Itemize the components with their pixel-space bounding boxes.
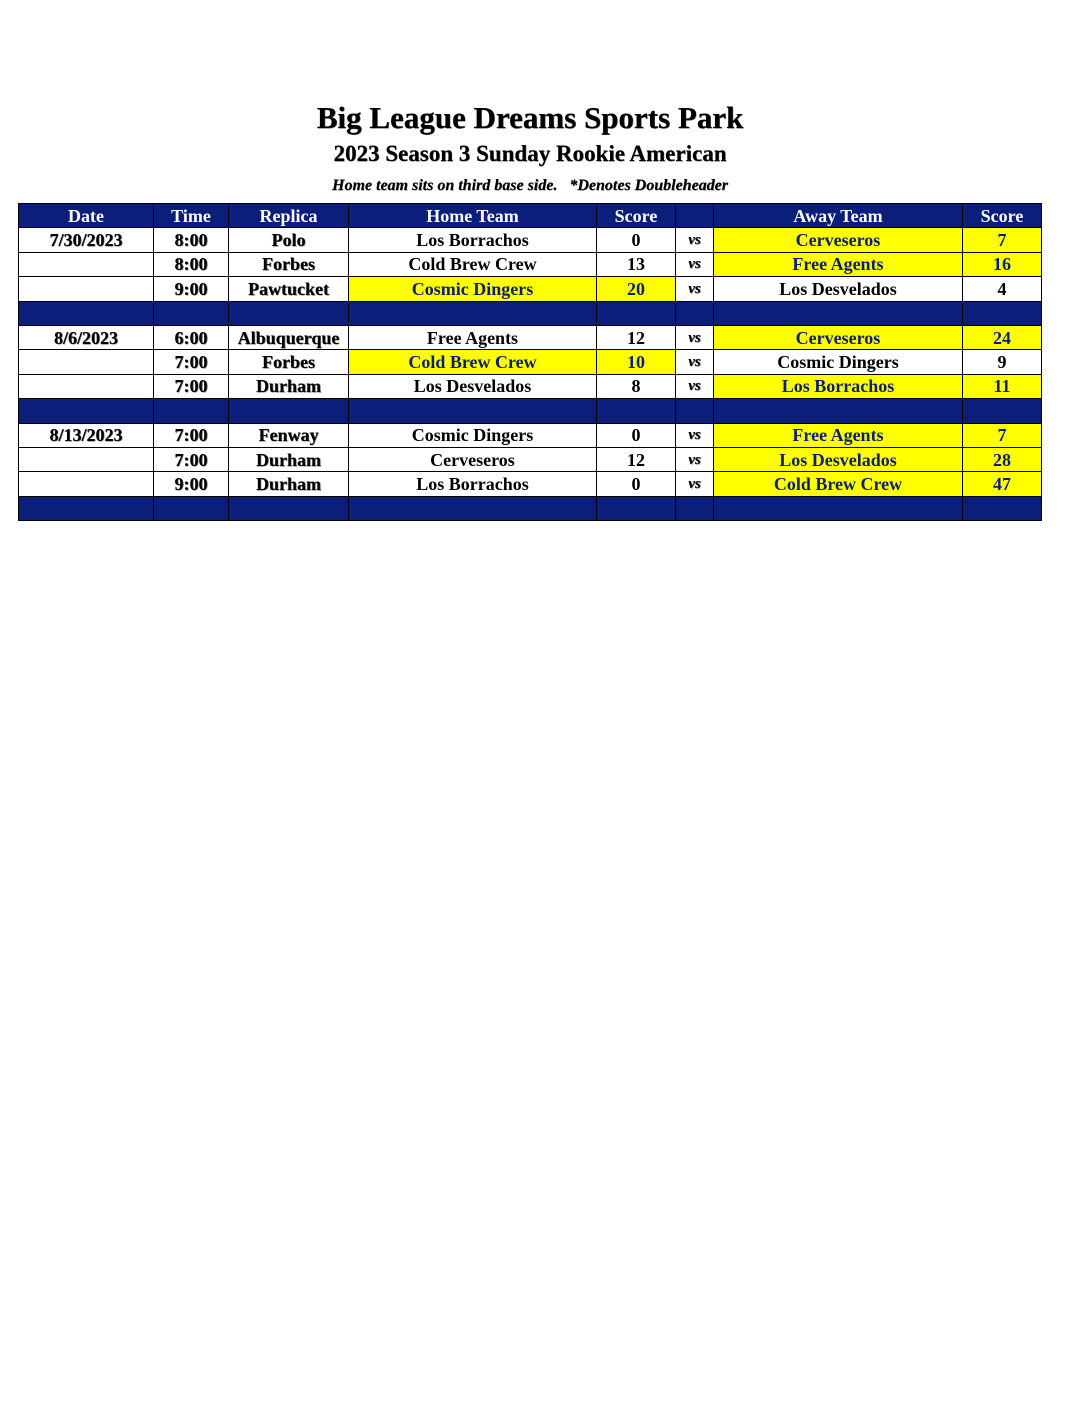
schedule-table	[18, 203, 1042, 521]
away-team: Los Desvelados	[714, 277, 963, 301]
separator-cell	[154, 496, 229, 520]
game-time: 7:00	[154, 350, 229, 374]
game-replica: Durham	[229, 447, 349, 471]
separator-cell	[963, 496, 1042, 520]
game-time: 6:00	[154, 325, 229, 349]
page-subtitle: 2023 Season 3 Sunday Rookie American	[333, 141, 727, 166]
table-row	[19, 277, 1042, 301]
schedule-note	[0, 177, 1060, 195]
home-team: Cosmic Dingers	[349, 277, 597, 301]
separator-cell	[714, 301, 963, 325]
game-date	[19, 277, 154, 301]
home-team: Los Borrachos	[349, 472, 597, 496]
page-title: Big League Dreams Sports Park	[316, 100, 744, 135]
game-time: 9:00	[154, 472, 229, 496]
table-row	[19, 228, 1042, 252]
vs-label: vs	[676, 472, 714, 496]
col-header-replica: Replica	[229, 204, 349, 228]
home-score: 0	[597, 228, 676, 252]
table-row	[19, 350, 1042, 374]
away-score: 4	[963, 277, 1042, 301]
table-row	[19, 472, 1042, 496]
game-date	[19, 447, 154, 471]
col-header-away-score: Score	[963, 204, 1042, 228]
game-time: 7:00	[154, 423, 229, 447]
home-score: 0	[597, 472, 676, 496]
game-date	[19, 350, 154, 374]
home-team: Cosmic Dingers	[349, 423, 597, 447]
away-score: 28	[963, 447, 1042, 471]
game-time: 7:00	[154, 374, 229, 398]
vs-label: vs	[676, 228, 714, 252]
note-home-team: Home team sits on third base side.	[332, 177, 558, 194]
schedule-body	[19, 228, 1042, 521]
game-replica: Albuquerque	[229, 325, 349, 349]
game-replica: Forbes	[229, 350, 349, 374]
separator-cell	[676, 399, 714, 423]
separator-cell	[597, 399, 676, 423]
away-team: Cosmic Dingers	[714, 350, 963, 374]
vs-label: vs	[676, 374, 714, 398]
separator-cell	[19, 496, 154, 520]
away-score: 9	[963, 350, 1042, 374]
home-score: 12	[597, 447, 676, 471]
separator-cell	[229, 301, 349, 325]
game-time: 9:00	[154, 277, 229, 301]
game-replica: Pawtucket	[229, 277, 349, 301]
separator-cell	[597, 301, 676, 325]
game-date	[19, 472, 154, 496]
game-replica: Durham	[229, 472, 349, 496]
home-score: 0	[597, 423, 676, 447]
away-team: Cold Brew Crew	[714, 472, 963, 496]
vs-label: vs	[676, 423, 714, 447]
home-score: 13	[597, 252, 676, 276]
home-score: 10	[597, 350, 676, 374]
separator-cell	[349, 301, 597, 325]
game-replica: Forbes	[229, 252, 349, 276]
home-team: Los Desvelados	[349, 374, 597, 398]
home-team: Cold Brew Crew	[349, 350, 597, 374]
separator-cell	[963, 301, 1042, 325]
game-date: 8/13/2023	[19, 423, 154, 447]
home-team: Free Agents	[349, 325, 597, 349]
home-team: Cerveseros	[349, 447, 597, 471]
table-header-row	[19, 204, 1042, 228]
away-team: Los Borrachos	[714, 374, 963, 398]
game-replica: Fenway	[229, 423, 349, 447]
separator-row	[19, 301, 1042, 325]
game-time: 7:00	[154, 447, 229, 471]
separator-cell	[19, 399, 154, 423]
away-score: 7	[963, 423, 1042, 447]
col-header-home-score: Score	[597, 204, 676, 228]
separator-row	[19, 496, 1042, 520]
game-date	[19, 374, 154, 398]
separator-cell	[154, 301, 229, 325]
separator-cell	[963, 399, 1042, 423]
away-team: Los Desvelados	[714, 447, 963, 471]
game-date	[19, 252, 154, 276]
table-row	[19, 423, 1042, 447]
vs-label: vs	[676, 277, 714, 301]
vs-label: vs	[676, 350, 714, 374]
home-score: 12	[597, 325, 676, 349]
separator-cell	[714, 399, 963, 423]
game-replica: Durham	[229, 374, 349, 398]
home-team: Los Borrachos	[349, 228, 597, 252]
col-header-time: Time	[154, 204, 229, 228]
home-score: 20	[597, 277, 676, 301]
separator-cell	[597, 496, 676, 520]
game-date: 8/6/2023	[19, 325, 154, 349]
note-doubleheader: *Denotes Doubleheader	[569, 177, 728, 194]
table-row	[19, 325, 1042, 349]
separator-cell	[349, 496, 597, 520]
game-replica: Polo	[229, 228, 349, 252]
away-team: Cerveseros	[714, 228, 963, 252]
game-time: 8:00	[154, 252, 229, 276]
separator-cell	[349, 399, 597, 423]
away-team: Free Agents	[714, 252, 963, 276]
separator-cell	[676, 496, 714, 520]
away-score: 11	[963, 374, 1042, 398]
table-row	[19, 374, 1042, 398]
away-score: 7	[963, 228, 1042, 252]
away-score: 24	[963, 325, 1042, 349]
home-team: Cold Brew Crew	[349, 252, 597, 276]
separator-row	[19, 399, 1042, 423]
away-score: 47	[963, 472, 1042, 496]
game-time: 8:00	[154, 228, 229, 252]
separator-cell	[19, 301, 154, 325]
separator-cell	[714, 496, 963, 520]
home-score: 8	[597, 374, 676, 398]
away-team: Cerveseros	[714, 325, 963, 349]
game-date: 7/30/2023	[19, 228, 154, 252]
vs-label: vs	[676, 447, 714, 471]
separator-cell	[229, 399, 349, 423]
col-header-date: Date	[19, 204, 154, 228]
separator-cell	[154, 399, 229, 423]
separator-cell	[229, 496, 349, 520]
table-row	[19, 447, 1042, 471]
vs-label: vs	[676, 325, 714, 349]
away-score: 16	[963, 252, 1042, 276]
col-header-away-team: Away Team	[714, 204, 963, 228]
separator-cell	[676, 301, 714, 325]
col-header-home-team: Home Team	[349, 204, 597, 228]
table-row	[19, 252, 1042, 276]
away-team: Free Agents	[714, 423, 963, 447]
col-header-vs	[676, 204, 714, 228]
vs-label: vs	[676, 252, 714, 276]
